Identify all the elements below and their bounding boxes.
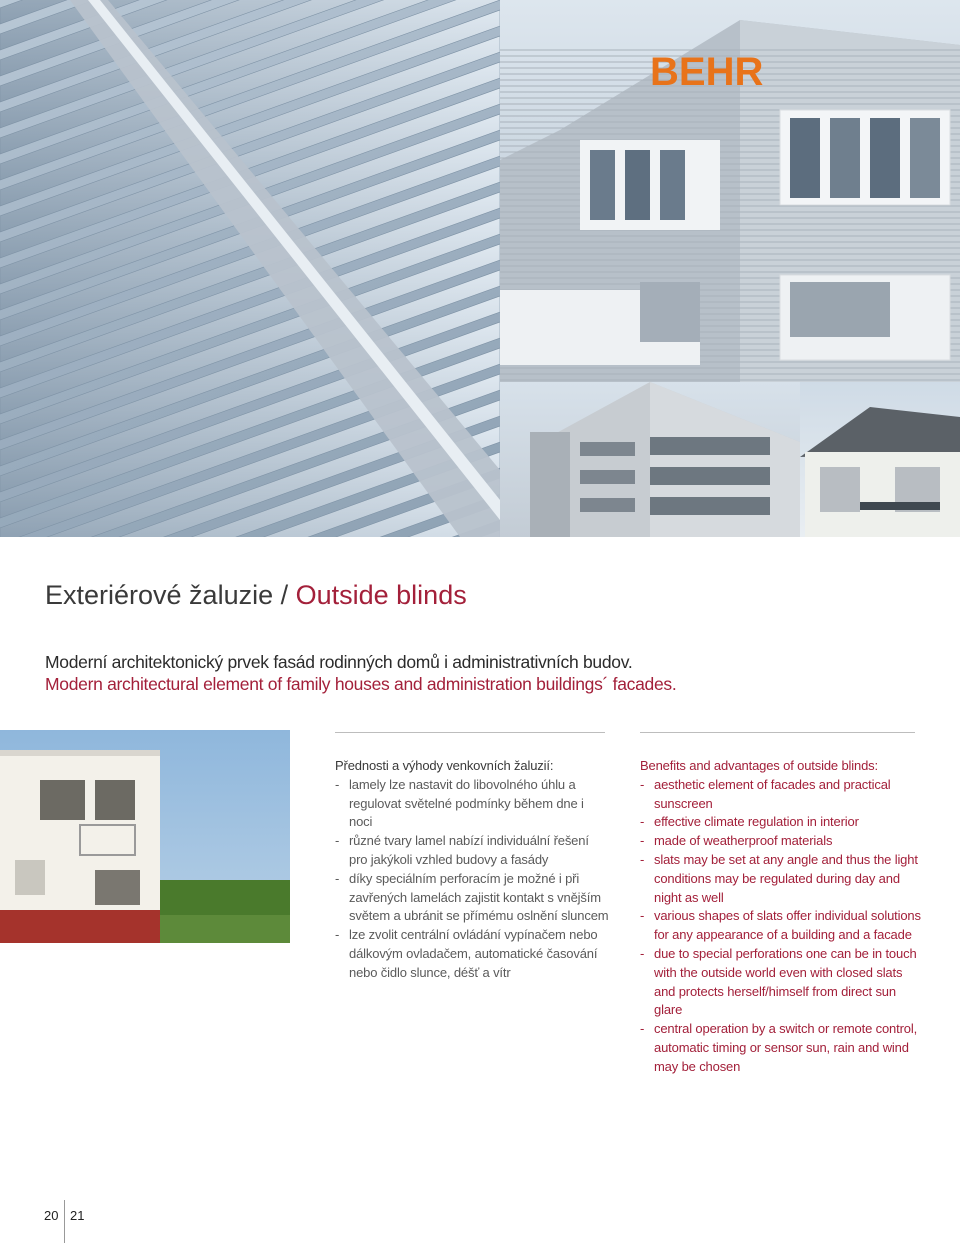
blinds-slats-graphic [0,0,500,537]
list-item: - různé tvary lamel nabízí individuální řešení pro jakýkoli vzhled budovy a fasády [335,832,610,870]
cz-benefits-heading: Přednosti a výhody venkovních žaluzií: [335,758,554,773]
list-item: - díky speciálním perforacím je možné i při zavřených lamelách zajistit kontakt s vnějším světem a ubránit se přímému oslnění sluncem [335,870,610,926]
list-item: - aesthetic element of facades and practical sunscreen [640,776,925,814]
list-item: - due to special perforations one can be in touch with the outside world even with closed slats and protects herself/himself from direct sun glare [640,945,925,1020]
column-divider-en [640,732,915,733]
subtitle-cz: Moderní architektonický prvek fasád rodinných domů i administrativních budov. [45,652,633,672]
subtitle-en: Modern architectural element of family houses and administration buildings´ facades. [45,674,677,694]
page-number-right: 21 [70,1208,85,1223]
behr-sign: BEHR [650,50,764,94]
list-item: - slats may be set at any angle and thus the light conditions may be regulated during day and night as well [640,851,925,907]
title-cz: Exteriérové žaluzie / [45,580,296,610]
office-building-photo [500,382,800,537]
list-item: - various shapes of slats offer individual solutions for any appearance of a building and a facade [640,907,925,945]
small-house-photo [800,382,960,537]
en-benefits-column [640,757,925,1077]
blinds-closeup-photo [0,0,500,537]
en-benefits-heading: Benefits and advantages of outside blinds: [640,758,878,773]
page-title [45,580,467,611]
list-item: - central operation by a switch or remote control, automatic timing or sensor sun, rain and wind may be chosen [640,1020,925,1076]
list-item: - lamely lze nastavit do libovolného úhlu a regulovat světelné podmínky během dne i noci [335,776,610,832]
list-item: - lze zvolit centrální ovládání vypínačem nebo dálkovým ovladačem, automatické časování nebo čidlo slunce, déšť a vítr [335,926,610,982]
title-en: Outside blinds [295,580,467,610]
page-number-divider [64,1200,65,1243]
list-item: - made of weatherproof materials [640,832,925,851]
list-item: - effective climate regulation in interior [640,813,925,832]
family-house-photo [0,730,290,943]
cz-benefits-column [335,757,610,983]
cz-benefits-list [335,776,610,983]
en-benefits-list [640,776,925,1077]
page-number-left: 20 [44,1208,59,1223]
column-divider-cz [335,732,605,733]
behr-building-photo [500,0,960,382]
